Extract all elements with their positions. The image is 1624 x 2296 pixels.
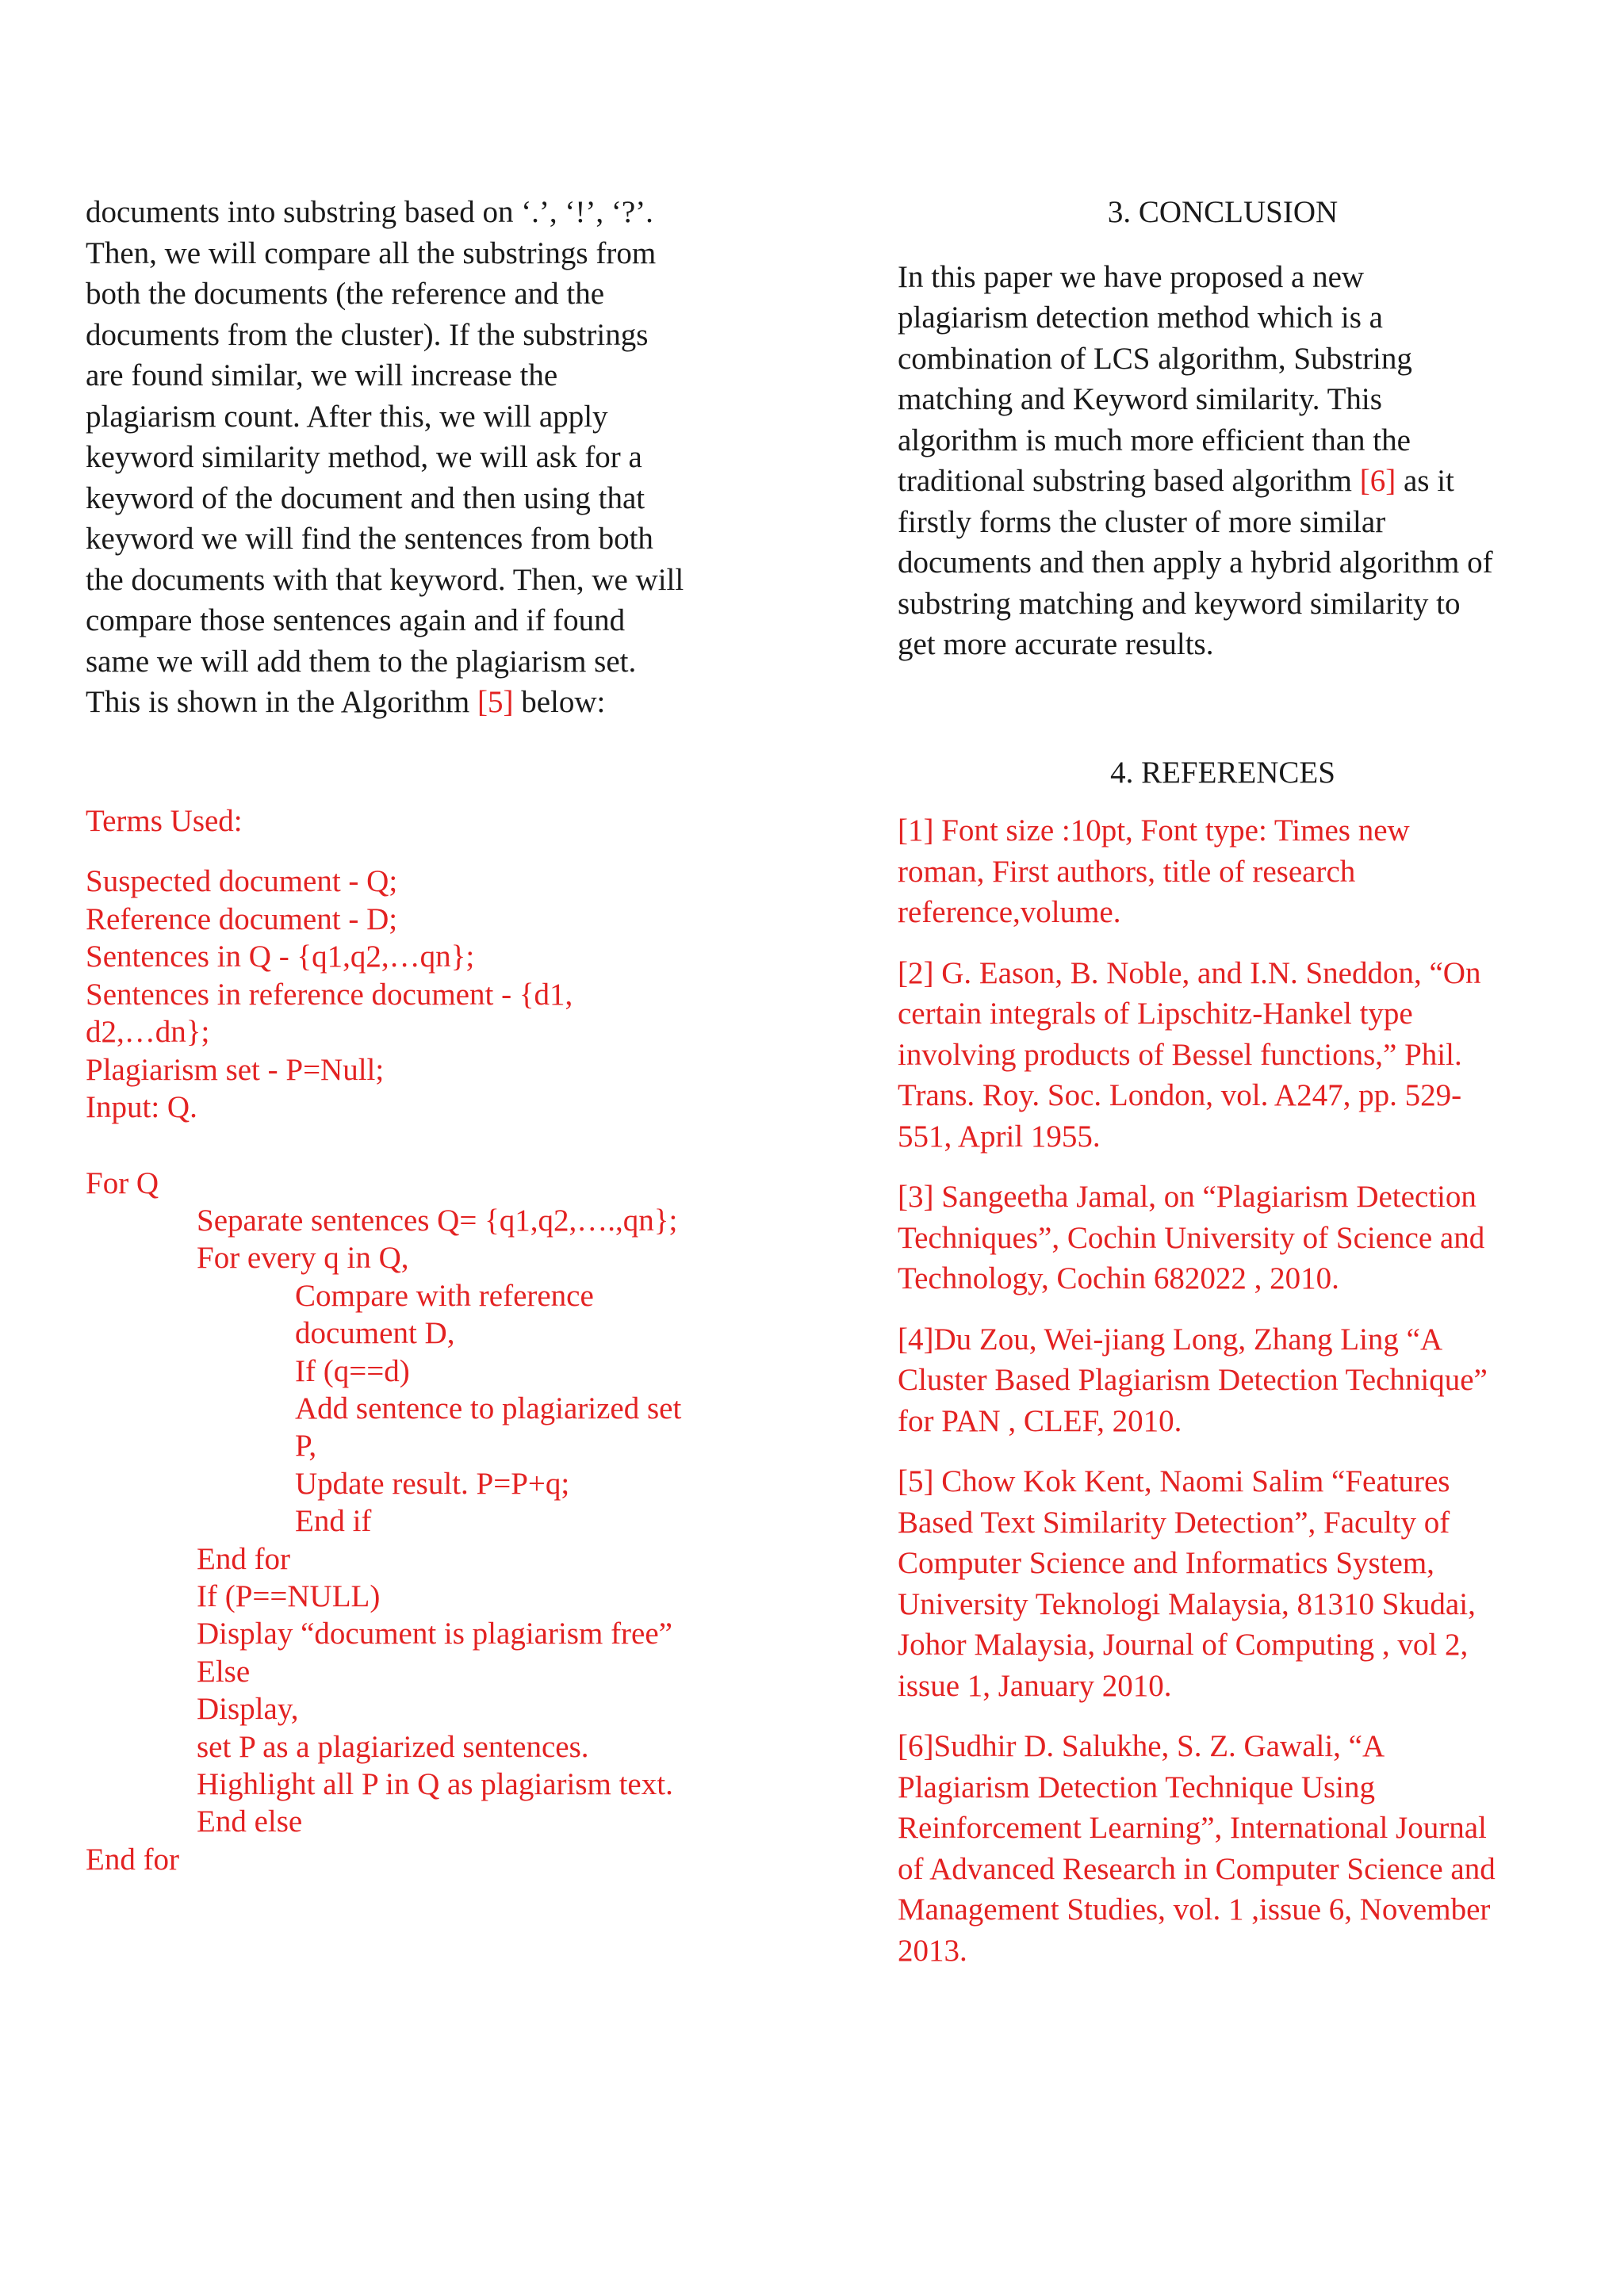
- algo-line: Update result. P=P+q;: [295, 1466, 570, 1501]
- text-line: same we will add them to the plagiarism set.: [86, 644, 637, 679]
- text-line: algorithm is much more efficient than the: [898, 423, 1411, 457]
- reference-line: Johor Malaysia, Journal of Computing , vol 2,: [898, 1628, 1469, 1662]
- term-line: Input: Q.: [86, 1090, 197, 1124]
- algo-line: End for: [197, 1541, 291, 1576]
- reference-line: Plagiarism Detection Technique Using: [898, 1770, 1376, 1804]
- reference-line: issue 1, January 2010.: [898, 1668, 1172, 1703]
- text-line: firstly forms the cluster of more similar: [898, 504, 1386, 539]
- text-segment: traditional substring based algorithm: [898, 464, 1360, 498]
- algo-line: End else: [197, 1804, 303, 1839]
- algo-line: Display “document is plagiarism free”: [197, 1617, 672, 1651]
- text-line: documents from the cluster). If the substrings: [86, 317, 649, 352]
- text-line: matching and Keyword similarity. This: [898, 382, 1382, 416]
- reference-line: [2] G. Eason, B. Noble, and I.N. Sneddon, “On: [898, 955, 1481, 990]
- reference-item: [898, 953, 1548, 1158]
- terms-list: [86, 863, 720, 1127]
- text-line: get more accurate results.: [898, 627, 1214, 661]
- reference-line: Reinforcement Learning”, International Journal: [898, 1811, 1487, 1845]
- conclusion-heading: 3. CONCLUSION: [1107, 195, 1339, 229]
- text-line: In this paper we have proposed a new: [898, 259, 1365, 294]
- text-line: substring matching and keyword similarity to: [898, 586, 1461, 621]
- reference-line: roman, First authors, title of research: [898, 854, 1356, 889]
- term-line: Plagiarism set - P=Null;: [86, 1052, 385, 1087]
- algo-line: Else: [197, 1654, 251, 1689]
- reference-line: [5] Chow Kok Kent, Naomi Salim “Features: [898, 1464, 1450, 1498]
- term-line: Sentences in Q - {q1,q2,…qn};: [86, 939, 475, 974]
- citation-link[interactable]: [6]: [1359, 464, 1396, 498]
- algo-line: For every q in Q,: [197, 1241, 409, 1276]
- algo-line: End if: [295, 1504, 372, 1539]
- text-line: documents into substring based on ‘.’, ‘!’, ‘?’.: [86, 195, 653, 229]
- reference-line: Management Studies, vol. 1 ,issue 6, November: [898, 1892, 1491, 1927]
- reference-line: Computer Science and Informatics System,: [898, 1546, 1434, 1580]
- reference-line: [6]Sudhir D. Salukhe, S. Z. Gawali, “A: [898, 1729, 1385, 1763]
- text-line: plagiarism count. After this, we will apply: [86, 399, 608, 434]
- algo-line: document D,: [295, 1316, 455, 1351]
- citation-link[interactable]: [5]: [477, 685, 514, 719]
- text-line-with-citation: [86, 682, 720, 723]
- text-line: documents and then apply a hybrid algorithm of: [898, 545, 1493, 580]
- algo-line: Add sentence to plagiarized set: [295, 1391, 682, 1425]
- references-list: [898, 810, 1548, 1971]
- reference-item: [898, 1726, 1548, 1971]
- reference-line: reference,volume.: [898, 895, 1121, 929]
- reference-item: [898, 1319, 1548, 1442]
- reference-item: [898, 1177, 1548, 1299]
- text-line-with-citation: [898, 461, 1548, 502]
- reference-line: Technology, Cochin 682022 , 2010.: [898, 1261, 1339, 1295]
- algo-line: Separate sentences Q= {q1,q2,….,qn};: [197, 1203, 678, 1238]
- reference-line: [4]Du Zou, Wei-jiang Long, Zhang Ling “A: [898, 1322, 1443, 1357]
- text-segment: This is shown in the Algorithm: [86, 685, 478, 719]
- algo-line: Highlight all P in Q as plagiarism text.: [197, 1767, 673, 1801]
- algorithm-block: [86, 1165, 720, 1879]
- reference-item: [898, 1461, 1548, 1706]
- algo-line: P,: [295, 1429, 317, 1464]
- right-column: [898, 192, 1548, 1991]
- algo-line: set P as a plagiarized sentences.: [197, 1729, 589, 1764]
- reference-line: 2013.: [898, 1933, 967, 1968]
- references-heading: 4. REFERENCES: [1110, 755, 1335, 790]
- term-line: Suspected document - Q;: [86, 864, 398, 898]
- reference-line: [3] Sangeetha Jamal, on “Plagiarism Detection: [898, 1180, 1477, 1214]
- text-line: plagiarism detection method which is a: [898, 300, 1383, 335]
- term-line: Reference document - D;: [86, 901, 398, 936]
- term-line: d2,…dn};: [86, 1015, 210, 1049]
- reference-line: certain integrals of Lipschitz-Hankel type: [898, 997, 1413, 1031]
- terms-label: Terms Used:: [86, 803, 243, 838]
- text-line: the documents with that keyword. Then, we will: [86, 562, 684, 597]
- text-line: keyword we will find the sentences from both: [86, 522, 653, 556]
- reference-line: [1] Font size :10pt, Font type: Times new: [898, 813, 1410, 848]
- text-line: keyword of the document and then using that: [86, 480, 645, 515]
- term-line: Sentences in reference document - {d1,: [86, 977, 573, 1012]
- text-line: compare those sentences again and if found: [86, 603, 626, 637]
- reference-line: for PAN , CLEF, 2010.: [898, 1403, 1182, 1438]
- reference-line: of Advanced Research in Computer Science and: [898, 1851, 1496, 1886]
- algo-line: If (q==d): [295, 1353, 410, 1388]
- text-line: both the documents (the reference and the: [86, 277, 605, 311]
- reference-line: Cluster Based Plagiarism Detection Technique”: [898, 1363, 1488, 1397]
- reference-line: involving products of Bessel functions,” Phil.: [898, 1037, 1462, 1072]
- reference-line: Trans. Roy. Soc. London, vol. A247, pp. 529-: [898, 1078, 1462, 1112]
- algo-line: For Q: [86, 1165, 159, 1200]
- text-line: keyword similarity method, we will ask for a: [86, 440, 642, 474]
- text-segment: as it: [1396, 464, 1454, 498]
- algo-line: Compare with reference: [295, 1278, 594, 1313]
- reference-line: 551, April 1955.: [898, 1119, 1101, 1154]
- conclusion-paragraph: [898, 257, 1548, 665]
- text-line: combination of LCS algorithm, Substring: [898, 341, 1412, 376]
- left-column: [86, 192, 720, 1878]
- reference-item: [898, 810, 1548, 933]
- reference-line: Techniques”, Cochin University of Science and: [898, 1220, 1485, 1255]
- intro-paragraph: [86, 192, 720, 723]
- algo-line: Display,: [197, 1692, 299, 1727]
- text-line: Then, we will compare all the substrings from: [86, 235, 657, 270]
- text-line: are found similar, we will increase the: [86, 358, 558, 392]
- reference-line: Based Text Similarity Detection”, Faculty of: [898, 1505, 1450, 1540]
- reference-line: University Teknologi Malaysia, 81310 Skudai,: [898, 1586, 1476, 1621]
- algo-line: End for: [86, 1842, 180, 1877]
- text-segment: below:: [513, 685, 606, 719]
- algo-line: If (P==NULL): [197, 1578, 381, 1613]
